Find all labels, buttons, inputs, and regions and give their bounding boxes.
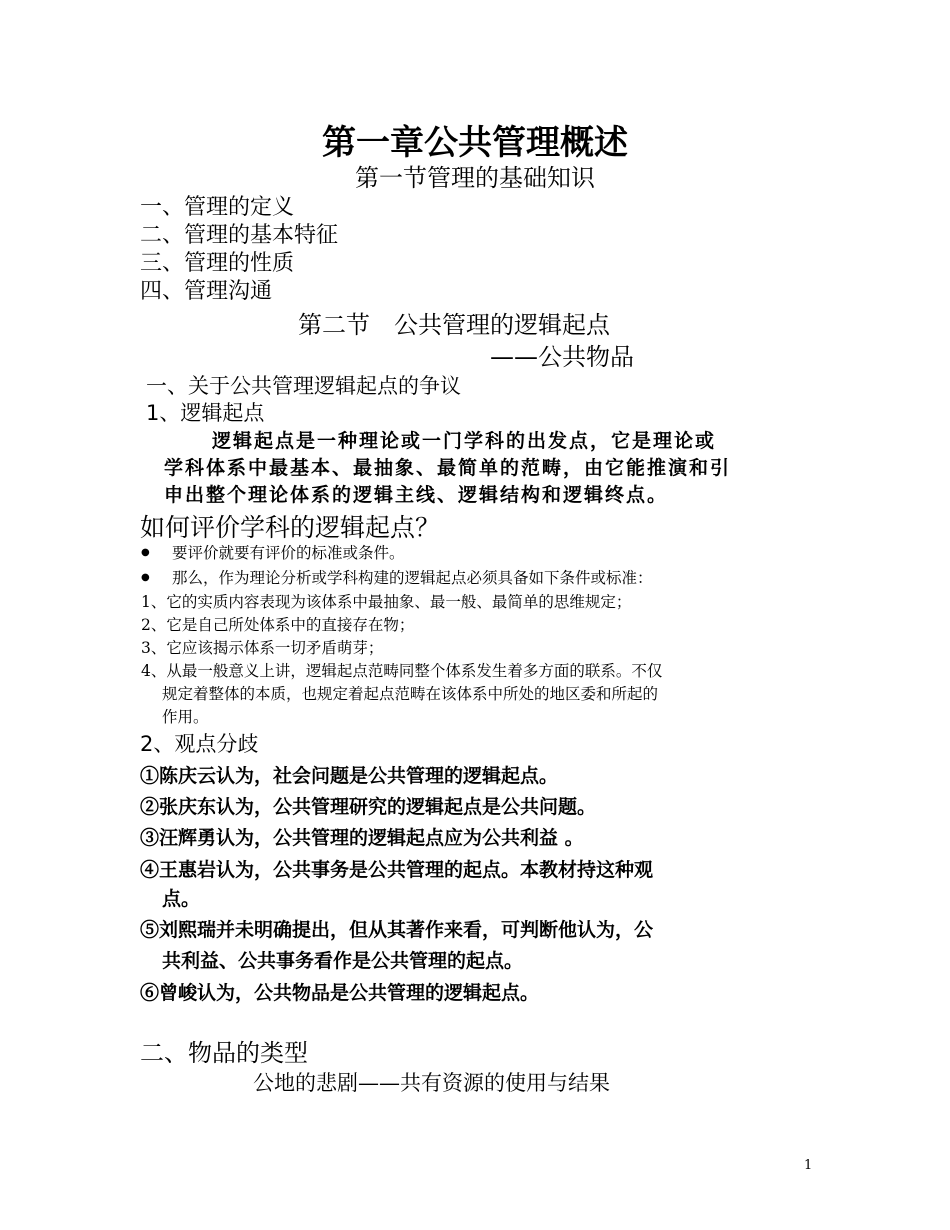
chapter-title: 第一章公共管理概述 [322,123,628,163]
condition-1: 1、它的实质内容表现为该体系中最抽象、最一般、最简单的思维规定； [141,593,632,611]
toc-item-3: 三、管理的性质 [140,251,295,276]
subheading-views: 2、观点分歧 [140,732,259,756]
section2-title: 第二节 公共管理的逻辑起点 [298,311,610,339]
view-1: ①陈庆云认为，社会问题是公共管理的逻辑起点。 [140,765,559,787]
toc-item-1: 一、管理的定义 [140,195,295,220]
question-heading: 如何评价学科的逻辑起点？ [140,513,441,542]
condition-4-line-1: 4、从最一般意义上讲，逻辑起点范畴同整个体系发生着多方面的联系。不仅 [141,662,663,680]
view-6: ⑥曾峻认为，公共物品是公共管理的逻辑起点。 [140,982,540,1004]
definition-line-2: 学科体系中最基本、最抽象、最简单的范畴，由它能推演和引 [164,457,732,479]
toc-item-2: 二、管理的基本特征 [140,223,339,248]
toc-item-4: 四、管理沟通 [140,279,273,304]
bullet-2: 那么，作为理论分析或学科构建的逻辑起点必须具备如下条件或标准： [172,569,653,587]
definition-line-1: 逻辑起点是一种理论或一门学科的出发点，它是理论或 [212,430,717,452]
bullet-1: 要评价就要有评价的标准或条件。 [172,544,405,562]
view-5-line-2: 共利益、公共事务看作是公共管理的起点。 [162,950,524,972]
condition-3: 3、它应该揭示体系一切矛盾萌芽； [141,639,384,657]
view-5-line-1: ⑤刘熙瑞并未明确提出，但从其著作来看，可判断他认为，公 [140,919,654,941]
definition-line-3: 申出整个理论体系的逻辑主线、逻辑结构和逻辑终点。 [164,484,669,506]
view-4-line-1: ④王惠岩认为，公共事务是公共管理的起点。本教材持这种观 [140,859,654,881]
bullet-icon: ● [141,572,150,583]
page-number: 1 [804,1158,813,1173]
view-2: ②张庆东认为，公共管理研究的逻辑起点是公共问题。 [140,796,597,818]
tragedy-subheading: 公地的悲剧——共有资源的使用与结果 [253,1071,610,1095]
condition-4-line-2: 规定着整体的本质，也规定着起点范畴在该体系中所处的地区委和所起的 [162,685,659,703]
view-4-line-2: 点。 [162,888,201,910]
section1-title: 第一节管理的基础知识 [355,164,595,192]
condition-2: 2、它是自己所处体系中的直接存在物； [141,616,415,634]
subheading-logical-start: 1、逻辑起点 [146,401,265,425]
heading-goods-types: 二、物品的类型 [140,1039,308,1067]
bullet-icon: ● [141,547,150,558]
view-3: ③汪辉勇认为，公共管理的逻辑起点应为公共利益 。 [140,827,584,849]
heading-disputes: 一、关于公共管理逻辑起点的争议 [146,374,461,398]
section2-subtitle: ——公共物品 [490,343,634,371]
condition-4-line-3: 作用。 [162,708,209,726]
